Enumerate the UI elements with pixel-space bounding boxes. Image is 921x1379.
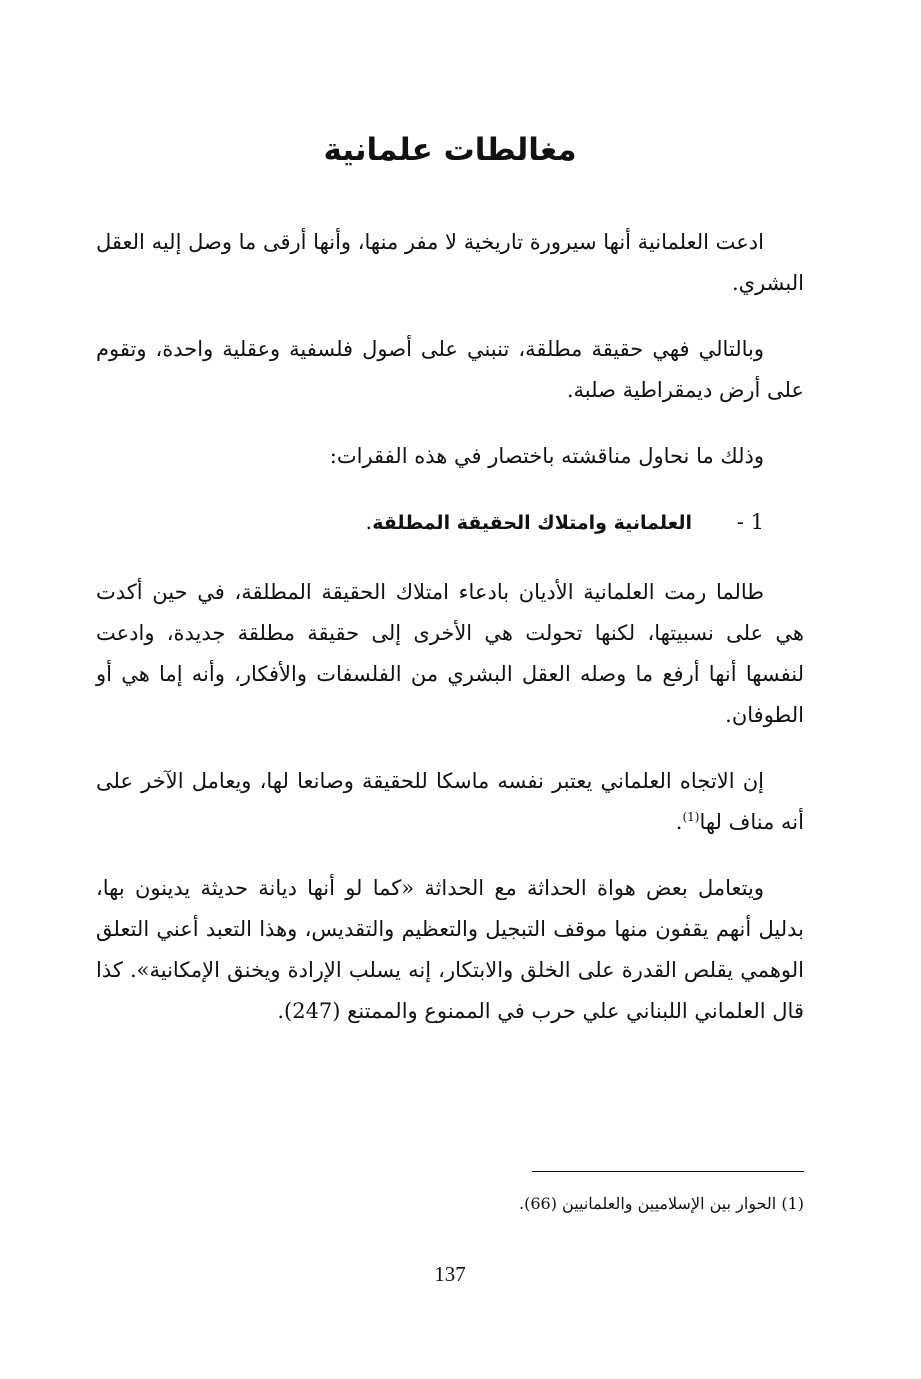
footnote: (1) الحوار بين الإسلاميين والعلمانيين (66). bbox=[519, 1194, 804, 1213]
section-heading-text: العلمانية وامتلاك الحقيقة المطلقة bbox=[372, 512, 692, 534]
section-paragraph-3: ويتعامل بعض هواة الحداثة مع الحداثة «كما لو أنها ديانة حديثة يدينون بها، بدليل أنهم يقفون منها موقف التبجيل والتعظيم والتقديس، وهذا التعبد أعني التعلق الوهمي يقلص القدرة على الخلق والابتكار، إنه يسلب الإرادة ويخنق الإمكانية». كذا قال العلماني اللبناني علي حرب في الممنوع والممتنع (247). bbox=[96, 876, 804, 1023]
footnote-reference: (1) bbox=[682, 810, 700, 824]
section-number: 1 - bbox=[736, 510, 764, 534]
page-title: مغالطات علمانية bbox=[323, 132, 577, 168]
paragraph-2: وبالتالي فهي حقيقة مطلقة، تنبني على أصول فلسفية وعقلية واحدة، وتقوم على أرض ديمقراطية صلبة. bbox=[96, 337, 804, 402]
section-paragraph-2 bbox=[96, 761, 804, 843]
paragraph-1: ادعت العلمانية أنها سيرورة تاريخية لا مفر منها، وأنها أرقى ما وصل إليه العقل البشري. bbox=[96, 230, 804, 295]
section-paragraph-2-end: . bbox=[675, 810, 683, 834]
body-text bbox=[96, 222, 804, 1057]
section-heading-end: . bbox=[365, 510, 373, 534]
page-number: 137 bbox=[434, 1262, 466, 1286]
paragraph-3: وذلك ما نحاول مناقشته باختصار في هذه الفقرات: bbox=[329, 444, 764, 468]
book-page bbox=[96, 0, 804, 1379]
section-heading bbox=[96, 502, 804, 544]
section-paragraph-2-text: إن الاتجاه العلماني يعتبر نفسه ماسكا للحقيقة وصانعا لها، ويعامل الآخر على أنه مناف لها bbox=[96, 769, 804, 834]
footnote-divider bbox=[532, 1171, 804, 1172]
section-paragraph-1: طالما رمت العلمانية الأديان بادعاء امتلاك الحقيقة المطلقة، في حين أكدت هي على نسبيتها، لكنها تحولت هي الأخرى إلى حقيقة مطلقة جديدة، وادعت لنفسها أنها أرفع ما وصله العقل البشري من الفلسفات والأفكار، وأنه إما هي أو الطوفان. bbox=[96, 580, 804, 727]
